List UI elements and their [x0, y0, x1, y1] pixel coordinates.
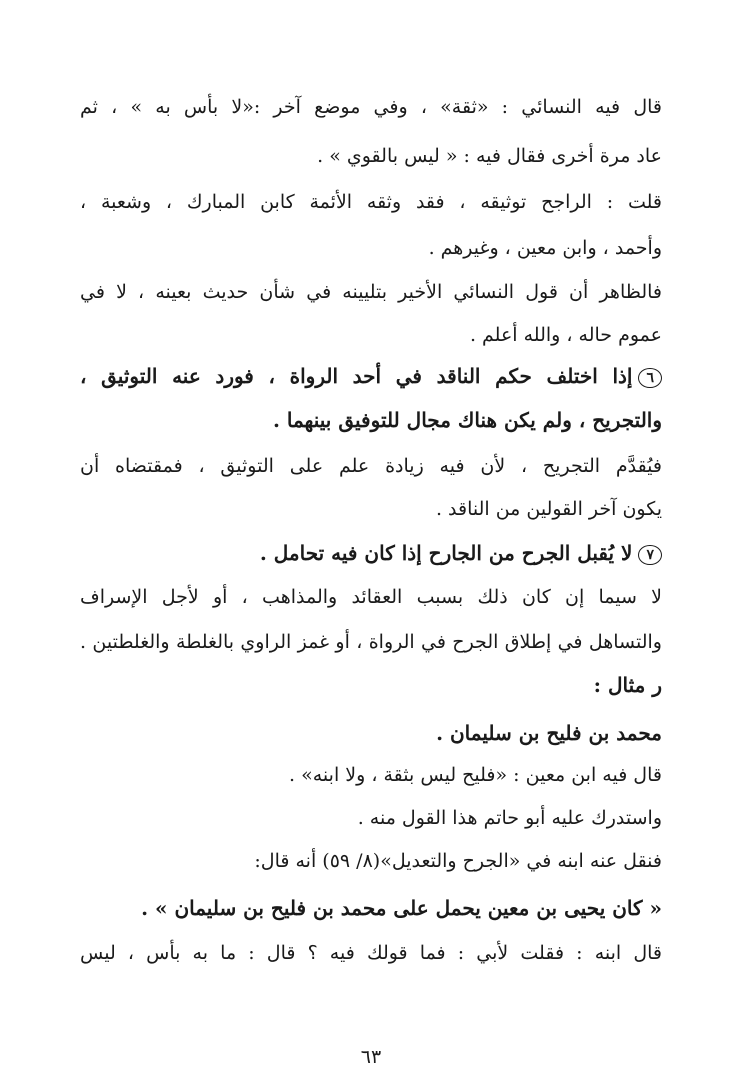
text-line	[80, 92, 662, 122]
line-text: قال ابنه : فقلت لأبي : فما قولك فيه ؟ قال : ما به بأس ، ليس	[80, 942, 662, 964]
line-text: فنقل عنه ابنه في «الجرح والتعديل»(٨/ ٥٩) أنه قال:	[254, 850, 662, 872]
line-text: والتساهل في إطلاق الجرح في الرواة ، أو غمز الراوي بالغلطة والغلطتين .	[80, 631, 662, 653]
heading-text: والتجريح ، ولم يكن هناك مجال للتوفيق بينهما .	[272, 408, 662, 432]
text-line	[80, 846, 662, 876]
line-text: يكون آخر القولين من الناقد .	[435, 498, 662, 520]
line-text: قال فيه ابن معين : «فليح ليس بثقة ، ولا ابنه» .	[289, 764, 662, 786]
quote-line	[80, 893, 662, 923]
heading-text: لا يُقبل الجرح من الجارح إذا كان فيه تحامل .	[259, 541, 633, 565]
rule-number-badge: ٧	[638, 545, 662, 565]
text-line	[80, 627, 662, 657]
text-line	[80, 451, 662, 481]
line-text: واستدرك عليه أبو حاتم هذا القول منه .	[357, 807, 662, 829]
example-label	[80, 670, 662, 700]
text-line	[80, 277, 662, 307]
narrator-name	[80, 718, 662, 748]
quote-text: « كان يحيى بن معين يحمل على محمد بن فليح بن سليمان » .	[141, 896, 662, 920]
line-text: فالظاهر أن قول النسائي الأخير بتليينه في شأن حديث بعينه ، لا في	[80, 281, 662, 303]
text-line	[80, 760, 662, 790]
line-text: فيُقدَّم التجريح ، لأن فيه زيادة علم على التوثيق ، فمقتضاه أن	[80, 455, 662, 477]
line-text: قلت : الراجح توثيقه ، فقد وثقه الأئمة كابن المبارك ، وشعبة ،	[80, 191, 662, 213]
text-line	[80, 803, 662, 833]
line-text: لا سيما إن كان ذلك بسبب العقائد والمذاهب ، أو لأجل الإسراف	[80, 586, 662, 608]
text-line	[80, 187, 662, 217]
rule-heading	[80, 405, 662, 435]
line-text: عموم حاله ، والله أعلم .	[469, 324, 662, 346]
line-text: قال فيه النسائي : «ثقة» ، وفي موضع آخر :«لا بأس به » ، ثم	[80, 96, 662, 118]
rule-heading	[80, 361, 662, 391]
rule-number-badge: ٦	[638, 368, 662, 388]
text-line	[80, 494, 662, 524]
line-text: عاد مرة أخرى فقال فيه : « ليس بالقوي » .	[317, 145, 662, 167]
example-label-text: ر مثال :	[593, 673, 662, 697]
page-number: ٦٣	[360, 1046, 382, 1068]
narrator-name-text: محمد بن فليح بن سليمان .	[436, 721, 662, 745]
heading-text: إذا اختلف حكم الناقد في أحد الرواة ، فورد عنه التوثيق ،	[80, 364, 633, 388]
text-line	[80, 233, 662, 263]
text-line	[80, 938, 662, 968]
text-line	[80, 320, 662, 350]
text-line	[80, 141, 662, 171]
rule-heading	[80, 538, 662, 568]
line-text: وأحمد ، وابن معين ، وغيرهم .	[428, 237, 662, 259]
text-line	[80, 582, 662, 612]
